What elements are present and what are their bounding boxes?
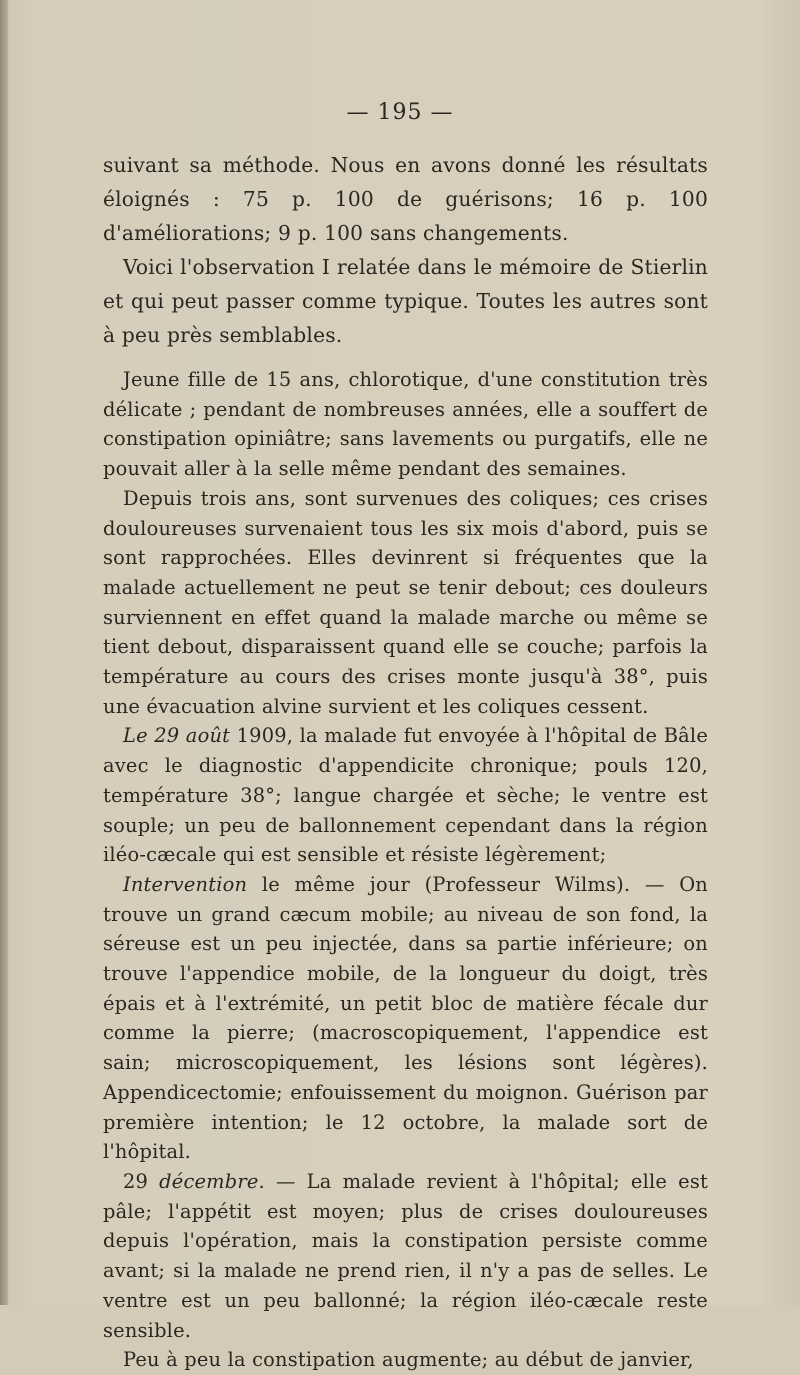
case-paragraph-3-text: 1909, la malade fut envoyée à l'hôpital de Bâle avec le diagnostic d'appendicite chronique; pouls 120, température 38°; langue chargée et sèche; le ventre est souple; un peu de ballonnement cependant dans la région iléo-cæcale qui est sensible et résiste légèrement; xyxy=(103,724,709,867)
case-paragraph-4-text: le même jour (Professeur Wilms). — On trouve un grand cæcum mobile; au niveau de son fond, la séreuse est un peu injectée, dans sa partie inférieure; on trouve l'appendice mobile, de la longueur du doigt, très épais et à l'extrémité, un petit bloc de matière fécale dur comme la pierre; (macroscopiquement, l'appendice est sain; microscopiquement, les lésions sont légères). Appendicectomie; enfouissement du moignon. Guérison par première intention; le 12 octobre, la malade sort de l'hôpital. xyxy=(103,872,708,1164)
case-paragraph-2: Depuis trois ans, sont survenues des coliques; ces crises douloureuses survenaient tous les six mois d'abord, puis se sont rapprochées. Elles devinrent si fréquentes que la malade actuellement ne peut se tenir debout; ces douleurs surviennent en effet quand la malade marche ou même se tient debout, disparaissent quand elle se couche; parfois la température au cours des crises monte jusqu'à 38°, puis une évacuation alvine survient et les coliques cessent. xyxy=(103,486,708,718)
case-observation xyxy=(103,365,708,1375)
intro-paragraph-1: suivant sa méthode. Nous en avons donné les résultats éloignés : 75 p. 100 de guérisons; 16 p. 100 d'améliorations; 9 p. 100 sans changements. xyxy=(103,153,708,245)
page-spine-edge xyxy=(0,0,8,1305)
case-paragraph-5-text: — La malade revient à l'hôpital; elle est pâle; l'appétit est moyen; plus de crises douloureuses depuis l'opération, mais la constipation persiste comme avant; si la malade ne prend rien, il n'y a pas de selles. Le ventre est un peu ballonné; la région iléo-cæcale reste sensible. xyxy=(103,1169,708,1342)
page-number: — 195 — xyxy=(346,100,454,125)
case-paragraph-1: Jeune fille de 15 ans, chlorotique, d'une constitution très délicate ; pendant de nombreuses années, elle a souffert de constipation opiniâtre; sans lavements ou purgatifs, elle ne pouvait aller à la selle même pendant des semaines. xyxy=(103,368,708,481)
intro-text xyxy=(103,148,708,352)
case-paragraph-5 xyxy=(103,1167,708,1345)
intro-paragraph-2: Voici l'observation I relatée dans le mémoire de Stierlin et qui peut passer comme typique. Toutes les autres sont à peu près semblables. xyxy=(103,255,708,347)
december-date-number: 29 xyxy=(123,1169,149,1193)
case-paragraph-4 xyxy=(103,870,708,1167)
case-paragraph-3 xyxy=(103,721,708,870)
december-lead: décembre. xyxy=(148,1169,265,1193)
intervention-lead: Intervention xyxy=(123,872,248,896)
case-date-lead: Le 29 août xyxy=(123,724,231,748)
case-paragraph-6: Peu à peu la constipation augmente; au début de janvier, xyxy=(123,1348,694,1372)
